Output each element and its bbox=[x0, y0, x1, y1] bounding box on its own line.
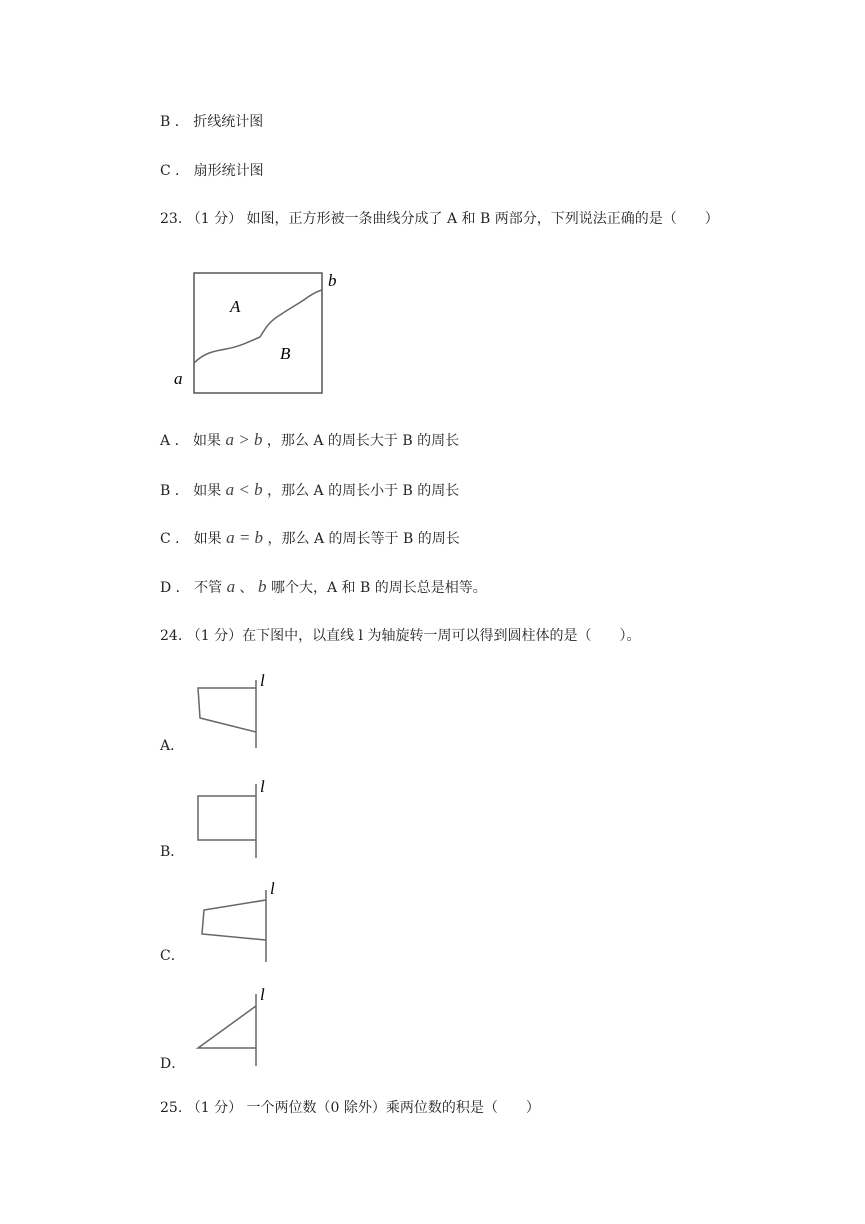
q23-option-c[interactable]: C ． 如果 a = b ，那么 A 的周长等于 B 的周长 bbox=[160, 528, 460, 547]
region-b-label: B bbox=[280, 344, 291, 363]
option-letter: A bbox=[160, 738, 171, 754]
q24-figure-b[interactable] bbox=[190, 778, 280, 860]
question-text: 一个两位数（0 除外）乘两位数的积是（ ） bbox=[246, 1100, 540, 1116]
q23-option-d[interactable]: D ． 不管 a 、 b 哪个大，A 和 B 的周长总是相等。 bbox=[160, 577, 487, 596]
question-number: 24. bbox=[160, 628, 183, 644]
math-expression: a > b bbox=[225, 430, 263, 449]
question-text: 在下图中，以直线 l 为轴旋转一周可以得到圆柱体的是（ ）。 bbox=[242, 628, 641, 644]
axis-label: l bbox=[260, 778, 265, 796]
rectangle-shape bbox=[198, 796, 256, 840]
square-outline bbox=[194, 273, 322, 393]
q24-option-c-label[interactable] bbox=[160, 946, 185, 966]
q22-option-c[interactable]: C ． 扇形统计图 bbox=[160, 163, 264, 179]
option-text: 扇形统计图 bbox=[193, 163, 264, 179]
region-a-label: A bbox=[230, 297, 241, 316]
question-score: （1 分） bbox=[186, 1100, 243, 1116]
q24-stem bbox=[160, 626, 640, 646]
option-letter: D bbox=[160, 1056, 172, 1072]
option-suffix: ． bbox=[170, 738, 185, 754]
option-suffix: ． bbox=[170, 844, 185, 860]
option-pre: 如果 bbox=[193, 433, 222, 449]
q24-option-a-label[interactable] bbox=[160, 736, 184, 756]
option-pre: 不管 bbox=[194, 580, 223, 596]
question-score: （1 分） bbox=[186, 628, 243, 644]
q24-figure-d[interactable] bbox=[190, 986, 280, 1070]
option-text: 折线统计图 bbox=[193, 114, 264, 130]
question-number: 25. bbox=[160, 1100, 183, 1116]
q25-stem bbox=[160, 1098, 540, 1118]
option-letter: C bbox=[160, 531, 171, 547]
q22-option-b[interactable]: B ． 折线统计图 bbox=[160, 114, 264, 130]
trapezoid-shape bbox=[198, 688, 256, 732]
question-score: （1 分） bbox=[186, 211, 243, 227]
option-letter: D bbox=[160, 580, 172, 596]
math-b: b bbox=[258, 577, 267, 596]
dividing-curve bbox=[194, 290, 322, 363]
math-a: a bbox=[226, 577, 236, 596]
q24-figure-a[interactable] bbox=[190, 672, 280, 752]
separator: 、 bbox=[239, 580, 254, 596]
triangle-shape bbox=[198, 1006, 256, 1048]
option-letter: B bbox=[160, 844, 171, 860]
option-post: ，那么 A 的周长小于 B 的周长 bbox=[267, 483, 460, 499]
axis-label: l bbox=[260, 986, 265, 1004]
q23-option-a[interactable]: A ． 如果 a > b ，那么 A 的周长大于 B 的周长 bbox=[160, 430, 460, 449]
option-letter: A bbox=[160, 433, 171, 449]
q24-option-d-label[interactable] bbox=[160, 1054, 185, 1074]
q23-stem bbox=[160, 209, 719, 229]
axis-label: l bbox=[260, 672, 265, 690]
axis-label: l bbox=[270, 880, 275, 898]
option-post: 哪个大，A 和 B 的周长总是相等。 bbox=[270, 580, 487, 596]
option-pre: 如果 bbox=[193, 483, 222, 499]
option-letter: C bbox=[160, 948, 171, 964]
trapezoid-shape bbox=[202, 900, 266, 940]
option-post: ，那么 A 的周长大于 B 的周长 bbox=[266, 433, 460, 449]
corner-b-label: b bbox=[328, 271, 337, 290]
q24-figure-c[interactable] bbox=[190, 880, 290, 966]
corner-a-label: a bbox=[174, 369, 183, 388]
math-expression: a < b bbox=[225, 480, 263, 499]
option-letter: B bbox=[160, 114, 171, 130]
option-suffix: ． bbox=[170, 948, 185, 964]
option-letter: B bbox=[160, 483, 171, 499]
math-expression: a = b bbox=[226, 528, 264, 547]
option-suffix: ． bbox=[171, 1056, 186, 1072]
q23-square-figure bbox=[168, 265, 348, 400]
option-letter: C bbox=[160, 163, 171, 179]
option-post: ，那么 A 的周长等于 B 的周长 bbox=[267, 531, 460, 547]
q23-option-b[interactable]: B ． 如果 a < b ，那么 A 的周长小于 B 的周长 bbox=[160, 480, 460, 499]
question-text: 如图，正方形被一条曲线分成了 A 和 B 两部分，下列说法正确的是（ ） bbox=[246, 211, 719, 227]
question-number: 23. bbox=[160, 211, 183, 227]
option-pre: 如果 bbox=[193, 531, 222, 547]
q24-option-b-label[interactable] bbox=[160, 842, 184, 862]
